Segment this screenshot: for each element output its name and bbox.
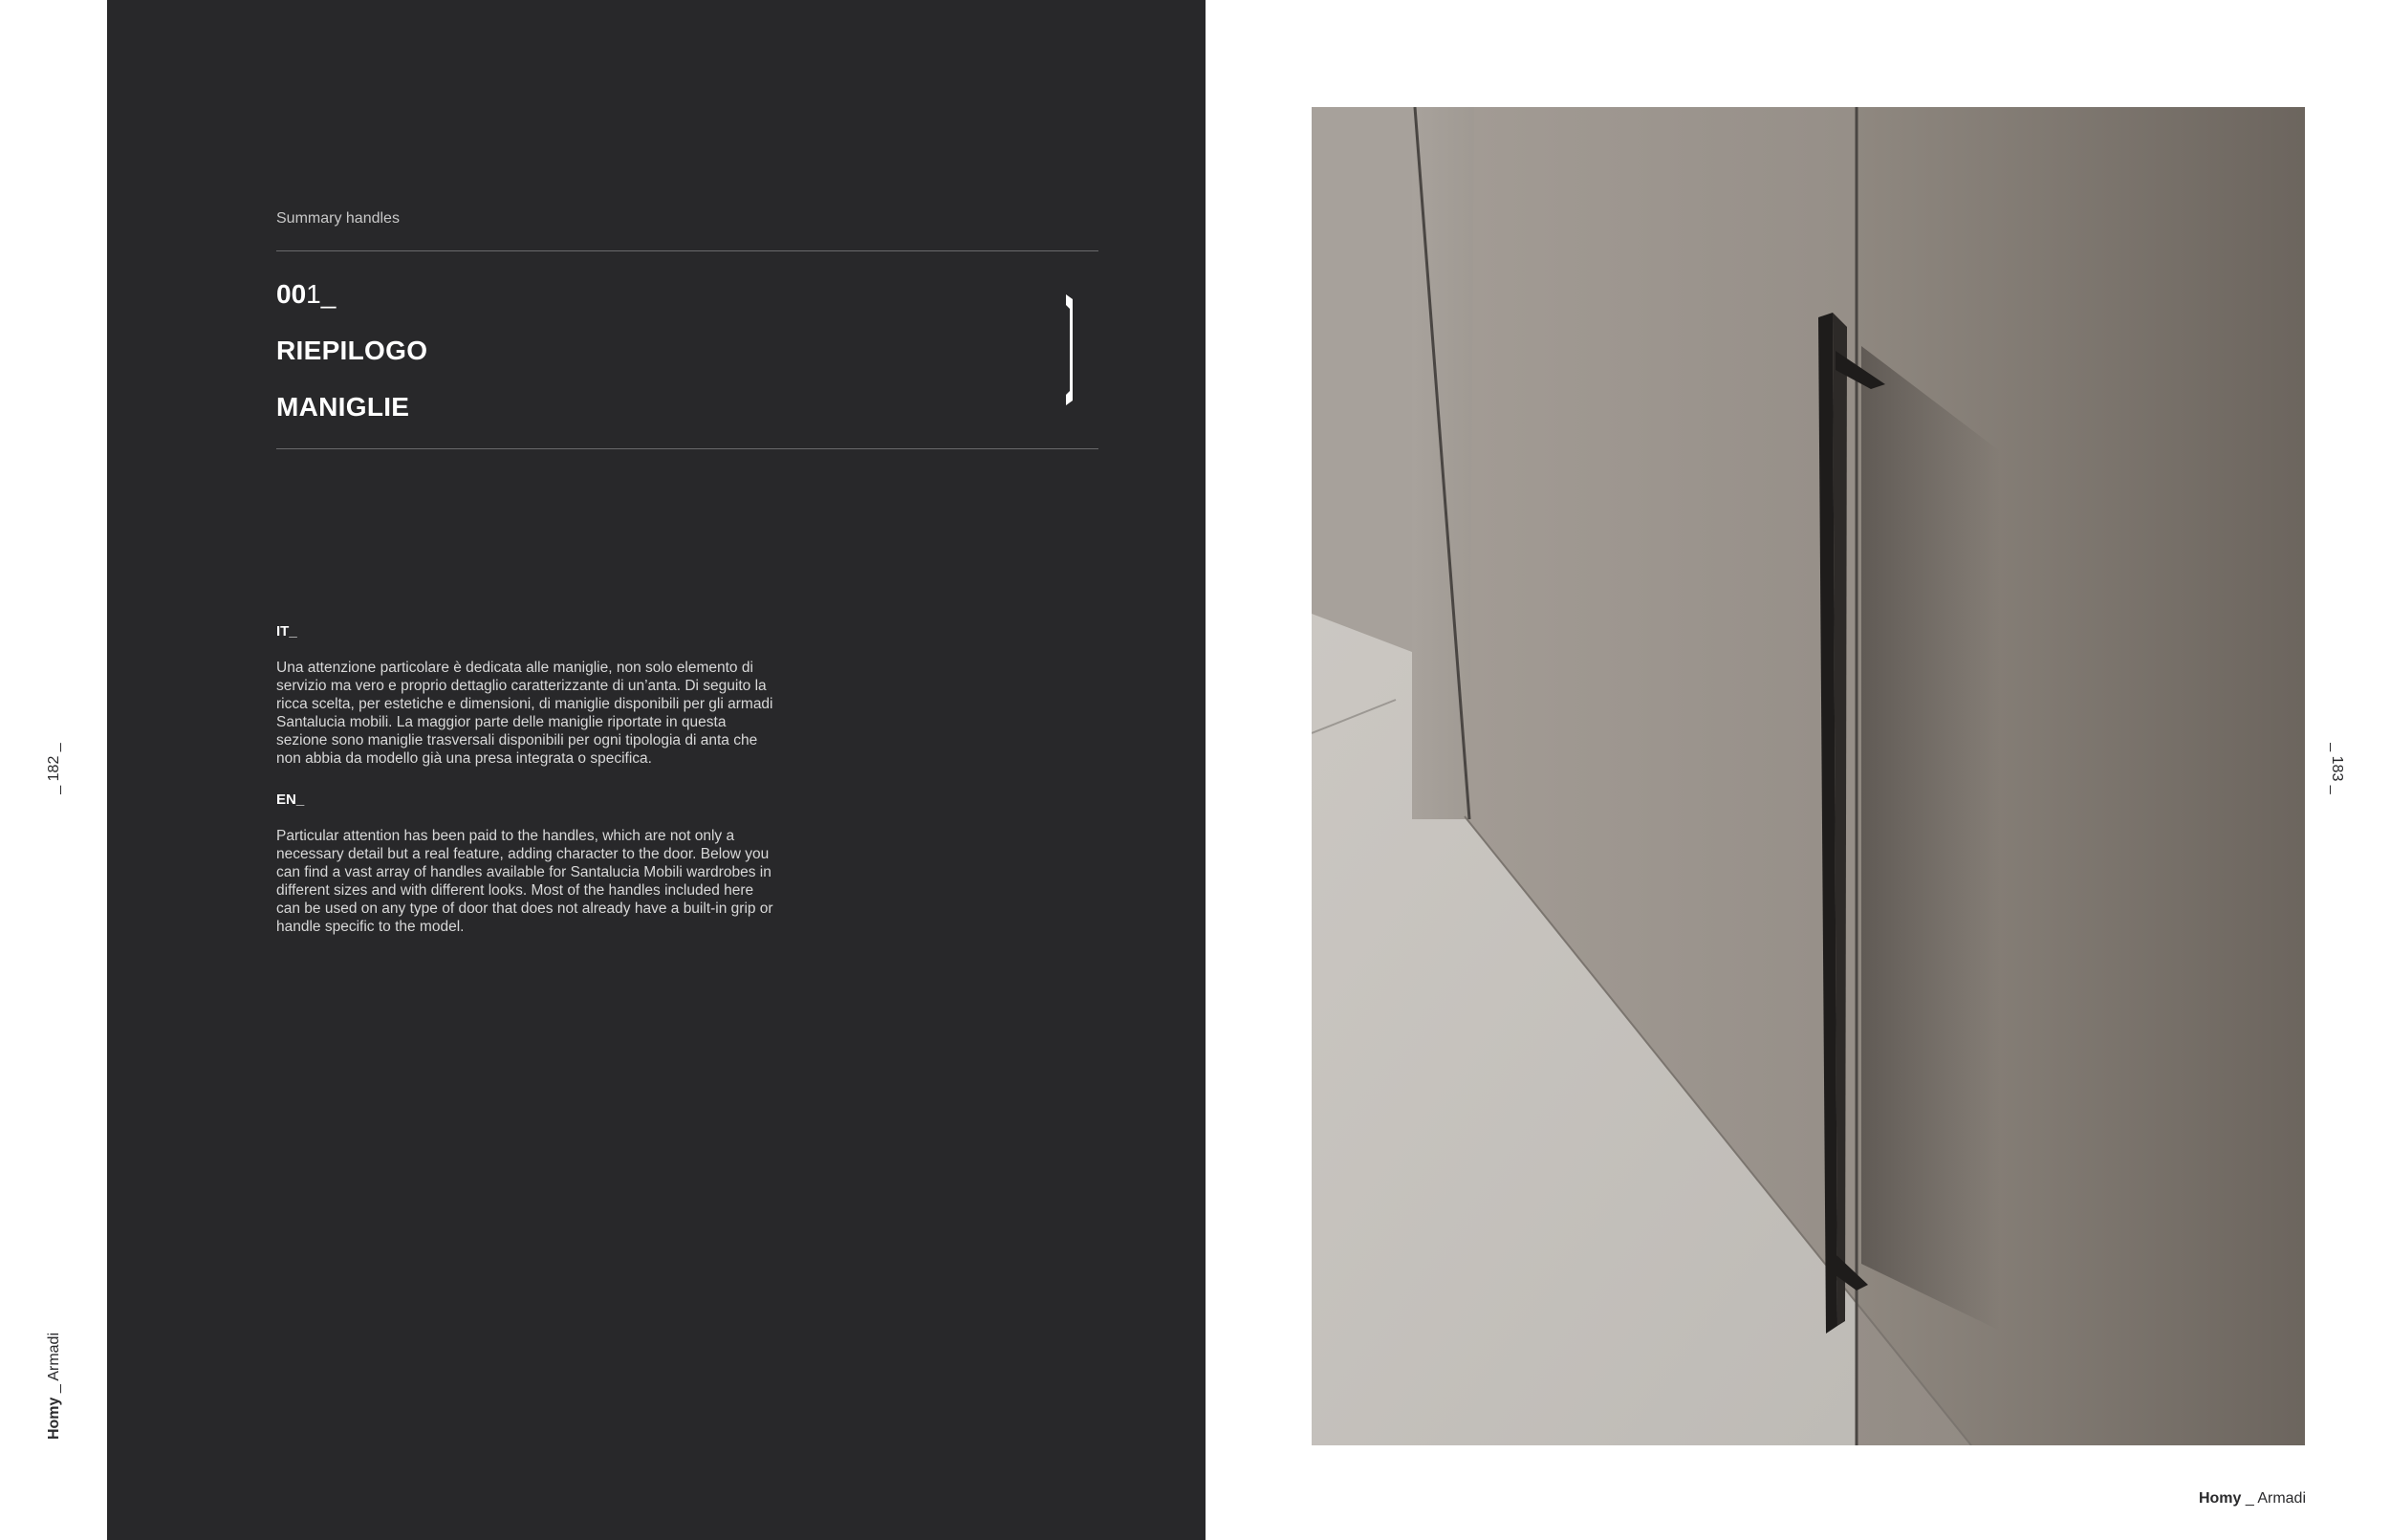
- footer-right-brand: Homy: [2198, 1490, 2242, 1507]
- page-title-line-2: MANIGLIE: [276, 392, 410, 422]
- section-number-bold: 00: [276, 279, 307, 309]
- body-text-en: Particular attention has been paid to the handles, which are not only a necessary detail but a real feature, adding character to the door. Below you can find a vast array of handles available for Santalucia Mobili wardrobes in different sizes and with different looks. Most of the handles included here can be used on any type of door that does not already have a built-in grip or handle specific to the model.: [276, 828, 773, 935]
- dark-panel: [107, 0, 1206, 1540]
- section-number-thin: 1_: [306, 279, 337, 309]
- footer-brand: Homy: [46, 1397, 62, 1441]
- page-number-right: _ 183 _: [2329, 743, 2345, 794]
- handle-profile-icon: [1065, 294, 1078, 405]
- section-number: [276, 279, 336, 310]
- footer-right: [2199, 1490, 2306, 1507]
- divider-bottom: [276, 448, 1098, 449]
- footer-section: _ Armadi: [46, 1332, 62, 1398]
- page-title-line-1: RIEPILOGO: [276, 336, 428, 365]
- wardrobe-handle-photo: [1312, 107, 2305, 1445]
- language-label-it: IT_: [276, 623, 297, 640]
- body-text-it: Una attenzione particolare è dedicata alle maniglie, non solo elemento di servizio ma vero e proprio dettaglio caratterizzante di un’anta. Di seguito la ricca scelta, per estetiche e dimensioni, di maniglie disponibili per gli armadi Santalucia mobili. La maggior parte delle maniglie riportate in questa sezione sono maniglie trasversali disponibili per ogni tipologia di anta che non abbia da modello già una presa integrata o specifica.: [276, 660, 773, 767]
- section-kicker: Summary handles: [276, 210, 400, 227]
- page-number-left: _ 182 _: [46, 743, 62, 794]
- language-label-en: EN_: [276, 792, 305, 808]
- divider-top: [276, 250, 1098, 251]
- footer-right-section: _ Armadi: [2241, 1490, 2306, 1507]
- footer-left: [46, 1333, 63, 1440]
